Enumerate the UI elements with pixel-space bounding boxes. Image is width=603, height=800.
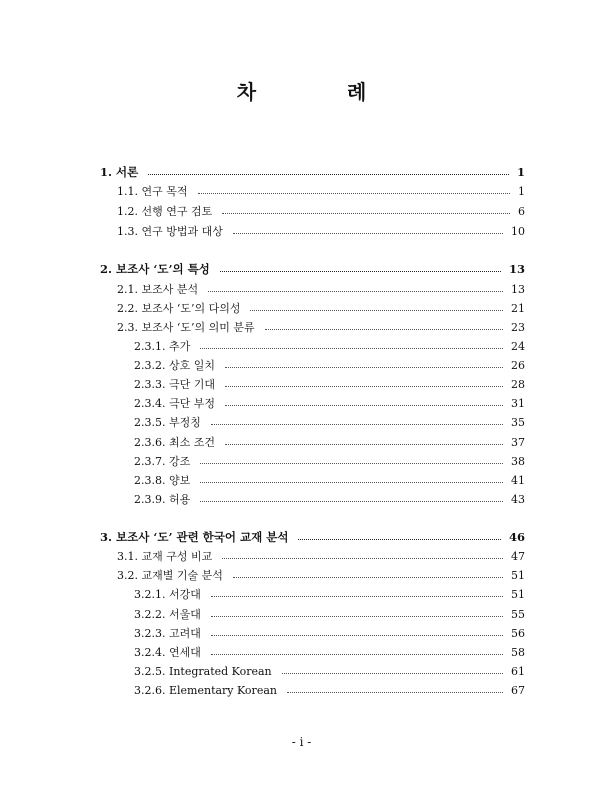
dot-leader	[298, 538, 501, 540]
dot-leader	[250, 309, 503, 311]
dot-leader	[200, 481, 503, 483]
toc-entry-page: 51	[511, 587, 525, 601]
toc-entry-page: 61	[511, 664, 525, 678]
toc-section-row	[0, 375, 603, 393]
dot-leader	[220, 270, 501, 272]
toc-entry-label: 3.2.5. Integrated Korean	[134, 664, 272, 678]
dot-leader	[211, 615, 503, 617]
toc-entry-label: 3.2.6. Elementary Korean	[134, 683, 277, 697]
toc-section-row	[0, 566, 603, 584]
toc-entry-page: 10	[511, 224, 525, 238]
toc-entry-label: 2. 보조사 ‘도’의 특성	[100, 262, 210, 276]
toc-entry-page: 13	[511, 282, 525, 296]
toc-section-row	[0, 394, 603, 412]
toc-entry-page: 38	[511, 454, 525, 468]
toc-entry-page: 23	[511, 320, 525, 334]
toc-entry-label: 1. 서론	[100, 165, 139, 179]
page-number-footer: - i -	[291, 735, 312, 749]
dot-leader	[208, 290, 503, 292]
toc-entry-label: 2.3.6. 최소 조건	[134, 436, 215, 449]
toc-entry-label: 3.1. 교재 구성 비교	[117, 550, 213, 563]
toc-entry-page: 37	[511, 435, 525, 449]
toc-entry-label: 2.3.2. 상호 일치	[134, 359, 215, 372]
toc-entry-label: 1.2. 선행 연구 검토	[117, 205, 213, 218]
toc-entry-label: 2.3.7. 강조	[134, 455, 191, 468]
toc-entry-label: 2.3.4. 극단 부정	[134, 397, 215, 410]
toc-entry-label: 1.1. 연구 목적	[117, 185, 188, 198]
toc-chapter-row	[0, 163, 603, 181]
dot-leader	[225, 443, 503, 445]
dot-leader	[200, 347, 503, 349]
toc-entry-page: 21	[511, 301, 525, 315]
dot-leader	[225, 404, 503, 406]
toc-entry-page: 46	[508, 530, 525, 544]
toc-entry-page: 56	[511, 626, 525, 640]
toc-entry-page: 1	[518, 184, 525, 198]
dot-leader	[225, 385, 503, 387]
toc-entry-label: 2.3.1. 추가	[134, 340, 191, 353]
toc-entry-label: 3.2. 교재별 기술 분석	[117, 569, 223, 582]
toc-entry-page: 1	[516, 165, 525, 179]
toc-entry-label: 3.2.1. 서강대	[134, 588, 201, 601]
dot-leader	[265, 328, 503, 330]
toc-section-row	[0, 337, 603, 355]
toc-entry-label: 2.3.9. 허용	[134, 493, 191, 506]
toc-section-row	[0, 280, 603, 298]
dot-leader	[211, 634, 503, 636]
dot-leader	[225, 366, 503, 368]
toc-section-row	[0, 624, 603, 642]
dot-leader	[211, 595, 503, 597]
toc-entry-page: 58	[511, 645, 525, 659]
toc-section-row	[0, 202, 603, 220]
dot-leader	[282, 672, 503, 674]
toc-entry-label: 2.3.3. 극단 기대	[134, 378, 215, 391]
toc-entry-page: 31	[511, 396, 525, 410]
toc-entry-label: 1.3. 연구 방법과 대상	[117, 225, 223, 238]
toc-entry-label: 3.2.4. 연세대	[134, 646, 201, 659]
toc-entry-page: 67	[511, 683, 525, 697]
toc-section-row	[0, 318, 603, 336]
toc-entry-page: 13	[508, 262, 525, 276]
toc-entry-label: 2.3. 보조사 ‘도’의 의미 분류	[117, 321, 255, 334]
toc-section-row	[0, 643, 603, 661]
toc-entry-label: 2.1. 보조사 분석	[117, 283, 199, 296]
toc-title: 차 례	[236, 80, 409, 104]
dot-leader	[222, 557, 503, 559]
toc-entry-label: 2.3.8. 양보	[134, 474, 191, 487]
dot-leader	[211, 653, 503, 655]
dot-leader	[233, 576, 503, 578]
dot-leader	[200, 500, 503, 502]
toc-entry-label: 3. 보조사 ‘도’ 관련 한국어 교재 분석	[100, 530, 289, 544]
dot-leader	[233, 232, 503, 234]
dot-leader	[198, 192, 511, 194]
toc-entry-page: 51	[511, 568, 525, 582]
toc-chapter-row	[0, 528, 603, 546]
toc-entry-page: 43	[511, 492, 525, 506]
toc-section-row	[0, 433, 603, 451]
toc-entry-page: 28	[511, 377, 525, 391]
toc-entry-page: 55	[511, 607, 525, 621]
dot-leader	[222, 212, 510, 214]
toc-entry-label: 2.3.5. 부정칭	[134, 416, 201, 429]
toc-section-row	[0, 222, 603, 240]
toc-entry-label: 2.2. 보조사 ‘도’의 다의성	[117, 302, 241, 315]
dot-leader	[211, 423, 503, 425]
dot-leader	[148, 173, 509, 175]
toc-entry-page: 24	[511, 339, 525, 353]
toc-entry-page: 41	[511, 473, 525, 487]
toc-entry-page: 6	[518, 204, 525, 218]
toc-section-row	[0, 662, 603, 680]
toc-section-row	[0, 681, 603, 699]
toc-section-row	[0, 471, 603, 489]
toc-section-row	[0, 490, 603, 508]
toc-entry-label: 3.2.2. 서울대	[134, 608, 201, 621]
toc-section-row	[0, 299, 603, 317]
toc-entry-page: 35	[511, 415, 525, 429]
dot-leader	[287, 691, 503, 693]
toc-section-row	[0, 182, 603, 200]
toc-section-row	[0, 356, 603, 374]
toc-chapter-row	[0, 260, 603, 278]
toc-entry-label: 3.2.3. 고려대	[134, 627, 201, 640]
toc-section-row	[0, 605, 603, 623]
toc-section-row	[0, 547, 603, 565]
toc-section-row	[0, 452, 603, 470]
toc-section-row	[0, 585, 603, 603]
toc-entry-page: 26	[511, 358, 525, 372]
toc-entry-page: 47	[511, 549, 525, 563]
dot-leader	[200, 462, 503, 464]
toc-section-row	[0, 413, 603, 431]
